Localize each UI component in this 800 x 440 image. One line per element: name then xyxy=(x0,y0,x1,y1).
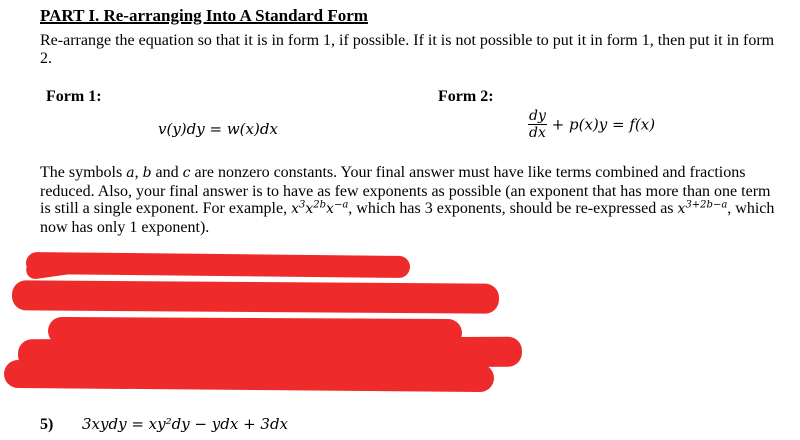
symbol-b: b xyxy=(142,165,152,181)
combined-exponent: 3+2b−a xyxy=(685,199,728,211)
example-expression xyxy=(291,201,348,217)
section-title: PART I. Re-arranging Into A Standard Form xyxy=(40,6,368,25)
note-text: are nonzero constants. Your final answer must have like terms combined and fractions reduced. Also, your final answer is to have as few exponents as possible (an exponent that has more than one term is still a single exponent. For example, xyxy=(40,164,771,217)
example-base: x xyxy=(326,201,334,217)
form1-label: Form 1: xyxy=(46,88,102,105)
note-separator: , xyxy=(134,164,143,181)
combined-base: x xyxy=(677,201,686,217)
redaction-mark xyxy=(4,360,494,392)
form2-equation xyxy=(528,108,655,141)
combined-expression xyxy=(678,201,728,217)
fraction-numerator: dy xyxy=(529,108,546,124)
form2-equation-rest: + p(x)y = f(x) xyxy=(551,115,656,134)
example-exponent: −a xyxy=(333,199,349,211)
example-exponent: 3 xyxy=(298,199,306,211)
note-text: and xyxy=(151,164,183,181)
dy-dx-fraction xyxy=(528,108,547,141)
note-text: The symbols xyxy=(40,164,127,181)
example-base: x xyxy=(305,201,314,217)
example-base: x xyxy=(291,201,299,217)
problem-number: 5) xyxy=(40,416,54,433)
symbol-c: c xyxy=(182,165,191,181)
symbol-a: a xyxy=(126,165,135,181)
note-text: , which has 3 exponents, should be re-expressed as xyxy=(348,200,678,217)
note-text: , which now has only 1 exponent). xyxy=(40,200,775,236)
form1-equation: v(y)dy = w(x)dx xyxy=(158,120,278,138)
constants-note xyxy=(40,164,775,236)
problem-equation: 3xydy = xy²dy − ydx + 3dx xyxy=(82,415,289,433)
form2-label: Form 2: xyxy=(438,88,494,105)
example-exponent: 2b xyxy=(313,199,327,211)
fraction-denominator: dx xyxy=(529,125,546,141)
redaction-mark xyxy=(12,280,499,313)
instruction-text: Re-arrange the equation so that it is in form 1, if possible. If it is not possible to put it in form 1, then put it in form 2. xyxy=(40,32,775,67)
